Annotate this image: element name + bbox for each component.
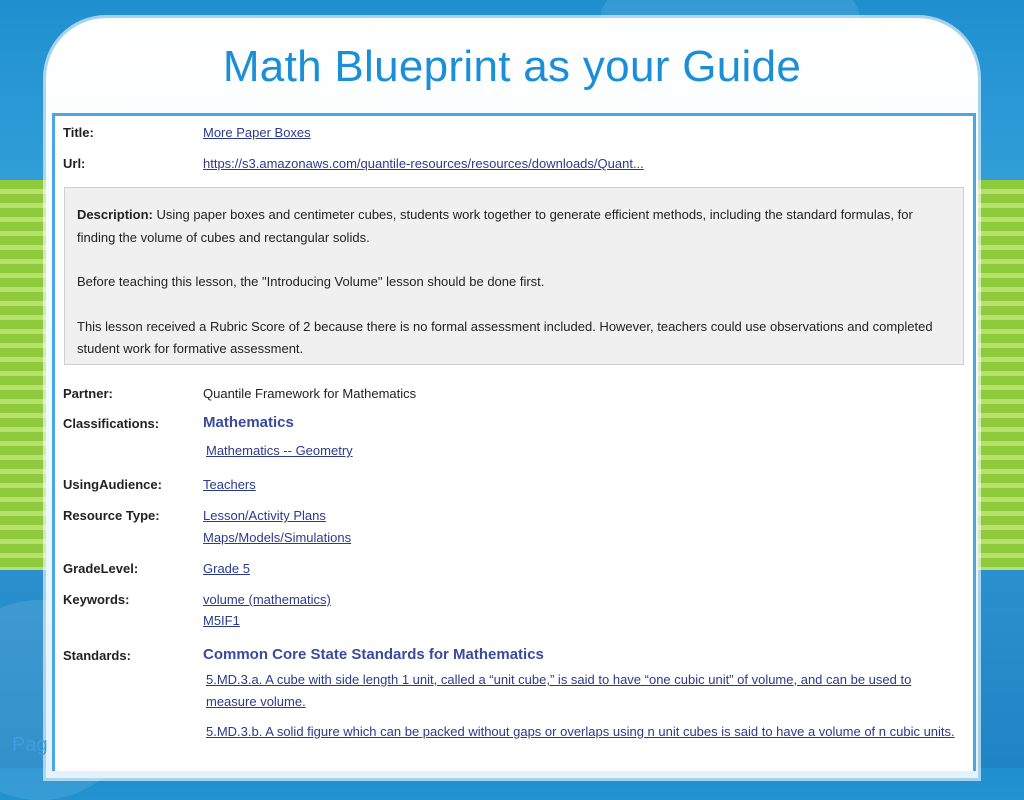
audience-label: UsingAudience: xyxy=(63,477,162,492)
resource-record-screenshot xyxy=(52,113,976,771)
keyword-link[interactable]: volume (mathematics) xyxy=(203,592,331,607)
description-box xyxy=(64,187,964,365)
url-link[interactable]: https://s3.amazonaws.com/quantile-resources/resources/downloads/Quant... xyxy=(203,156,644,171)
title-label: Title: xyxy=(63,125,94,140)
keywords-label: Keywords: xyxy=(63,592,130,607)
grade-link[interactable]: Grade 5 xyxy=(203,561,250,576)
description-text-2: Before teaching this lesson, the "Introducing Volume" lesson should be done first. xyxy=(77,274,545,289)
standard-link[interactable]: 5.MD.3.a. A cube with side length 1 unit, called a “unit cube,” is said to have “one cubic unit” of volume, and can be used to measure volume. xyxy=(206,672,912,709)
classifications-label: Classifications: xyxy=(63,416,160,431)
slide-title: Math Blueprint as your Guide xyxy=(222,42,802,91)
partner-label: Partner: xyxy=(63,386,113,401)
description-text-1: Using paper boxes and centimeter cubes, students work together to generate efficient methods, including the standard formulas, for finding the volume of cubes and rectangular solids. xyxy=(77,207,913,245)
classifications-heading: Mathematics xyxy=(203,414,294,431)
audience-link[interactable]: Teachers xyxy=(203,477,256,492)
description-text-3: This lesson received a Rubric Score of 2 because there is no formal assessment included. However, teachers could use observations and completed student work for formative assessment. xyxy=(77,318,933,356)
url-label: Url: xyxy=(63,156,86,171)
description-label: Description: xyxy=(77,207,153,222)
standard-link[interactable]: 5.MD.3.b. A solid figure which can be packed without gaps or overlaps using n unit cubes is said to have a volume of n cubic units. xyxy=(206,724,955,739)
page-label: Pag xyxy=(12,734,48,756)
title-link[interactable]: More Paper Boxes xyxy=(203,125,311,140)
classification-link[interactable]: Mathematics -- Geometry xyxy=(206,443,353,458)
keyword-link[interactable]: M5IF1 xyxy=(203,613,240,628)
standards-heading: Common Core State Standards for Mathematics xyxy=(203,646,544,663)
resource-type-link[interactable]: Lesson/Activity Plans xyxy=(203,508,326,523)
standards-label: Standards: xyxy=(63,648,131,663)
resource-type-label: Resource Type: xyxy=(63,508,160,523)
resource-type-link[interactable]: Maps/Models/Simulations xyxy=(203,530,352,545)
grade-label: GradeLevel: xyxy=(63,561,139,576)
partner-value: Quantile Framework for Mathematics xyxy=(203,386,417,401)
